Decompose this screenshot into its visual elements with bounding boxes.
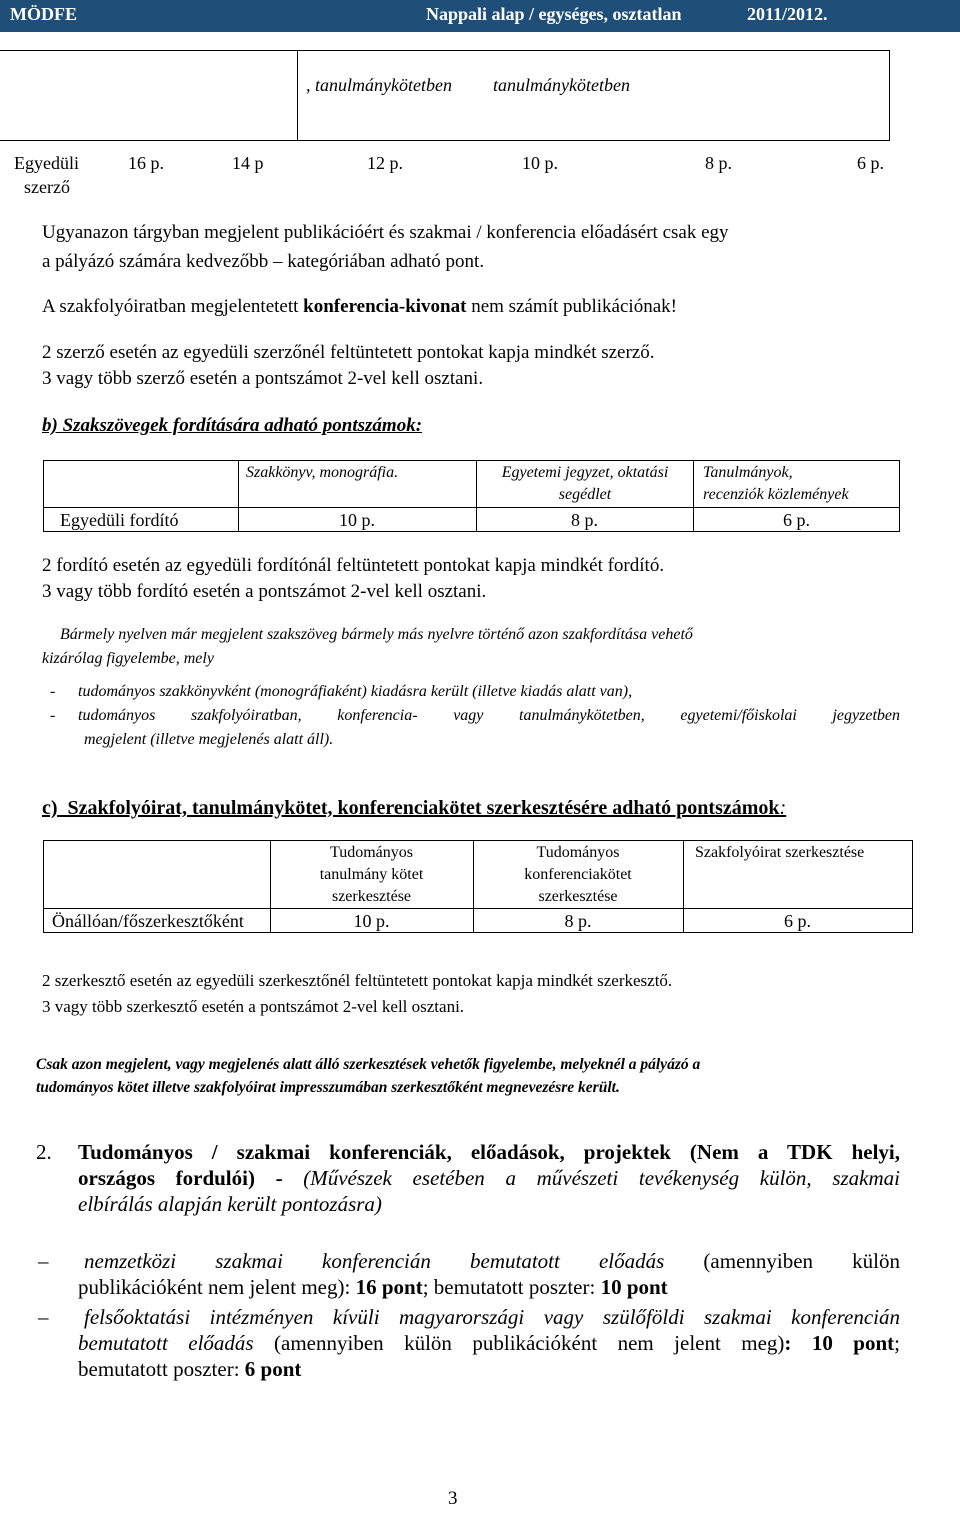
points-value: 6 p. xyxy=(783,510,810,530)
rule-three-authors: 3 vagy több szerző esetén a pontszámot 2-vel kell osztani. xyxy=(42,368,484,389)
points-value: 10 p. xyxy=(353,911,390,931)
dash-marker: – xyxy=(38,1305,49,1329)
editing-note: Csak azon megjelent, vagy megjelenés alatt álló szerkesztések vehetők figyelembe, melyeknél a pályázó a xyxy=(36,1056,701,1073)
page-header xyxy=(0,0,960,32)
points-value: 8 p. xyxy=(564,911,592,931)
section-2-title: országos fordulói) - (Művészek esetében a művészeti tevékenység külön, szakmai xyxy=(78,1166,900,1190)
column-header: konferenciakötet xyxy=(524,866,632,883)
rule-three-translators: 3 vagy több fordító esetén a pontszámot 2-vel kell osztani. xyxy=(42,581,487,602)
points-value: 8 p. xyxy=(571,510,598,530)
points-value: 8 p. xyxy=(705,153,732,173)
rule-two-authors: 2 szerző esetén az egyedüli szerzőnél feltüntetett pontokat kapja mindkét szerző. xyxy=(42,342,655,363)
points-value: 16 p. xyxy=(128,153,164,173)
list-item: tudományos szakfolyóiratban, konferencia- vagy tanulmánykötetben, egyetemi/főiskolai jegyzetben xyxy=(78,707,900,724)
rule-text: Ugyanazon tárgyban megjelent publikációért és szakmai / konferencia előadásért csak egy xyxy=(42,222,729,243)
dash-marker: - xyxy=(50,707,56,724)
row-label: Önállóan/főszerkesztőként xyxy=(52,911,244,931)
points-value: 12 p. xyxy=(367,153,403,173)
rule-three-editors: 3 vagy több szerkesztő esetén a pontszámot 2-vel kell osztani. xyxy=(42,997,465,1016)
list-item: publikációként nem jelent meg): 16 pont; bemutatott poszter: 10 pont xyxy=(78,1275,668,1299)
column-header: tanulmány kötet xyxy=(319,866,424,883)
list-item: megjelent (illetve megjelenés alatt áll). xyxy=(84,731,334,748)
cell-text: , tanulmánykötetben xyxy=(306,75,452,95)
rule-two-editors: 2 szerkesztő esetén az egyedüli szerkesztőnél feltüntetett pontokat kapja mindkét szerkesztő. xyxy=(42,971,673,990)
dash-marker: - xyxy=(50,683,56,700)
list-item: bemutatott poszter: 6 pont xyxy=(78,1357,302,1381)
list-item: bemutatott előadás (amennyiben külön publikációként nem jelent meg): 10 pont; xyxy=(78,1331,900,1355)
column-header: Szakkönyv, monográfia. xyxy=(246,464,399,481)
column-header: Szakfolyóirat szerkesztése xyxy=(695,844,865,861)
list-item: nemzetközi szakmai konferencián bemutatott előadás (amennyiben külön xyxy=(84,1249,900,1273)
rule-text: a pályázó számára kedvezőbb – kategóriában adható pont. xyxy=(42,251,485,272)
header-year: 2011/2012. xyxy=(747,4,828,24)
section-2-title: Tudományos / szakmai konferenciák, előadások, projektek (Nem a TDK helyi, xyxy=(78,1140,900,1164)
section-number: 2. xyxy=(36,1140,52,1164)
points-value: 6 p. xyxy=(857,153,884,173)
row-label: Egyedüli fordító xyxy=(60,510,179,530)
rule-two-translators: 2 fordító esetén az egyedüli fordítónál feltüntetett pontokat kapja mindkét fordító. xyxy=(42,555,665,576)
row-label: szerző xyxy=(24,177,70,197)
header-institution: MÖDFE xyxy=(10,4,77,24)
points-value: 10 p. xyxy=(339,510,375,530)
cell-text: tanulmánykötetben xyxy=(493,75,630,95)
dash-marker: – xyxy=(38,1249,49,1273)
translation-note: Bármely nyelven már megjelent szakszöveg bármely más nyelvre történő azon szakfordítása vehető xyxy=(60,626,693,643)
column-header: Tanulmányok, xyxy=(703,464,793,481)
column-header: Egyetemi jegyzet, oktatási segédlet xyxy=(501,464,669,503)
translation-note: kizárólag figyelembe, mely xyxy=(42,650,214,667)
header-program: Nappali alap / egységes, osztatlan xyxy=(426,4,682,24)
section-2-subtitle: elbírálás alapján került pontozásra) xyxy=(78,1192,382,1216)
note-kivonat: A szakfolyóiratban megjelentetett konferencia-kivonat nem számít publikációnak! xyxy=(42,296,677,317)
column-header: szerkesztése xyxy=(538,888,618,905)
column-header: Tudományos xyxy=(536,844,620,861)
points-value: 6 p. xyxy=(784,911,811,931)
row-label: Egyedüli xyxy=(14,153,79,173)
editing-note: tudományos kötet illetve szakfolyóirat impresszumában szerkesztőként megnevezésre került. xyxy=(36,1079,620,1096)
column-header: Tudományos xyxy=(330,844,413,861)
column-header: recenziók közlemények xyxy=(703,486,849,503)
section-b-title: b) Szakszövegek fordítására adható pontszámok: xyxy=(42,415,423,436)
page-number: 3 xyxy=(448,1488,458,1509)
list-item: tudományos szakkönyvként (monográfiaként) kiadásra került (illetve kiadás alatt van), xyxy=(78,683,633,700)
points-value: 14 p xyxy=(232,153,264,173)
section-c-title: c)_Szakfolyóirat, tanulmánykötet, konferenciakötet szerkesztésére adható pontszámok: xyxy=(42,797,787,819)
points-value: 10 p. xyxy=(522,153,558,173)
list-item: felsőoktatási intézményen kívüli magyarországi vagy szülőföldi szakmai konferencián xyxy=(84,1305,900,1329)
column-header: szerkesztése xyxy=(331,888,412,905)
